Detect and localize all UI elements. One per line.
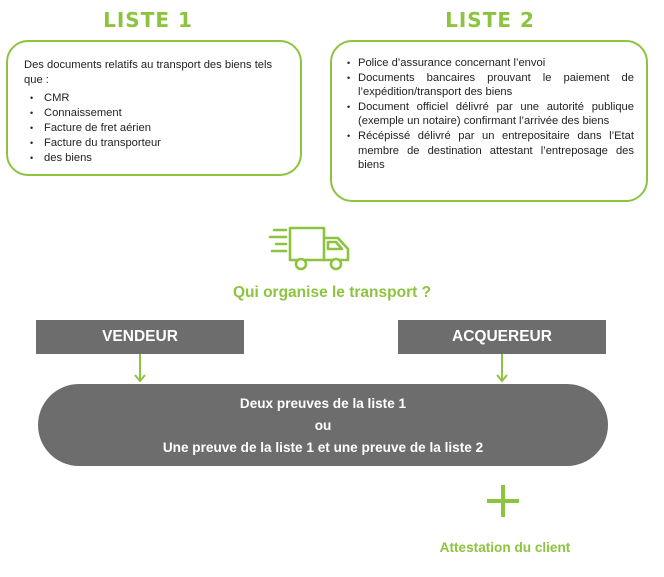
list-item: • CMR: [24, 91, 284, 106]
buyer-box: ACQUEREUR: [398, 320, 606, 354]
list2-title: LISTE 2: [445, 8, 535, 32]
list-item: • Police d’assurance concernant l’envoi: [346, 56, 634, 71]
truck-icon: [268, 222, 352, 274]
list1-box: [6, 40, 302, 176]
arrow-down-icon: [134, 354, 146, 384]
seller-box: VENDEUR: [36, 320, 244, 354]
list1-items: [24, 91, 284, 166]
result-line: Deux preuves de la liste 1: [239, 396, 407, 411]
list-item: • Récépissé délivré par un entrepositaire dans l’Etat membre de destination attestant l’entreposage des biens: [346, 129, 634, 173]
list-item: • Facture de fret aérien: [24, 121, 284, 136]
result-line: ou: [314, 418, 332, 433]
list2-items: [346, 56, 634, 173]
result-line: Une preuve de la liste 1 et une preuve de la liste 2: [162, 440, 484, 455]
list-item: • Documents bancaires prouvant le paiement de l’expédition/transport des biens: [346, 71, 634, 100]
plus-icon: [486, 484, 520, 518]
list-item: • Document officiel délivré par une autorité publique (exemple un notaire) confirmant l’arrivée des biens: [346, 100, 634, 129]
list2-box: [330, 40, 648, 202]
list-item: • Facture du transporteur: [24, 136, 284, 151]
list-item: • des biens: [24, 151, 284, 166]
list1-title: LISTE 1: [103, 8, 193, 32]
client-attestation: Attestation du client: [439, 540, 571, 555]
proof-requirement-box: [38, 384, 608, 466]
list-item: • Connaissement: [24, 106, 284, 121]
list1-intro: Des documents relatifs au transport des biens tels que :: [24, 59, 273, 86]
arrow-down-icon: [496, 354, 508, 384]
transport-question: Qui organise le transport ?: [232, 284, 432, 301]
